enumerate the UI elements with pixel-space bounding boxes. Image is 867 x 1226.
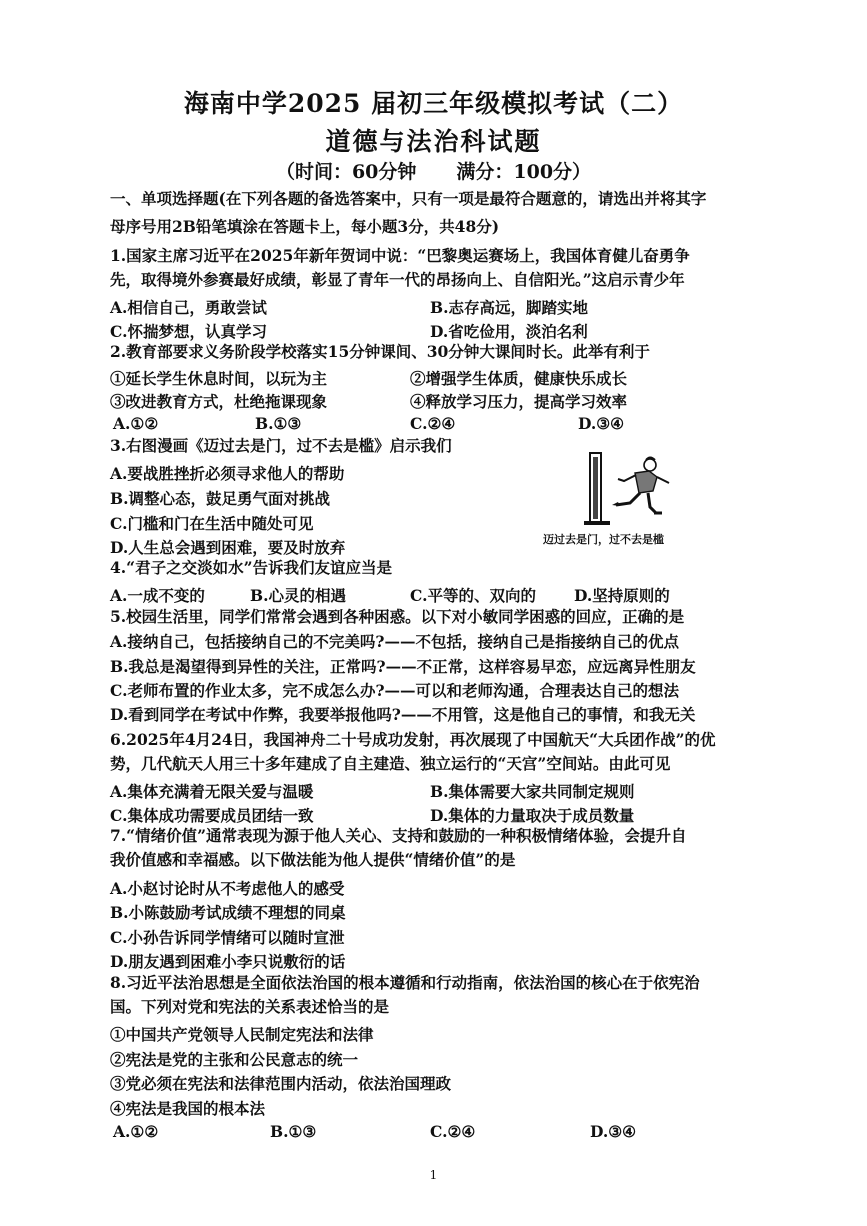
q7-option-c: C.小孙告诉同学情绪可以随时宣泄 — [110, 928, 345, 947]
q5-option-a: A.接纳自己，包括接纳自己的不完美吗?——不包括，接纳自己是指接纳自己的优点 — [110, 632, 680, 651]
q6-option-b: B.集体需要大家共同制定规则 — [430, 782, 635, 801]
q2-stem: 2.教育部要求义务阶段学校落实15分钟课间、30分钟大课间时长。此举有利于 — [110, 342, 650, 361]
q4-option-d: D.坚持原则的 — [574, 586, 670, 605]
q5-option-c: C.老师布置的作业太多，完不成怎么办?——可以和老师沟通，合理表达自己的想法 — [110, 681, 680, 700]
q8-statement-1: ①中国共产党领导人民制定宪法和法律 — [110, 1025, 374, 1044]
q8-stem-line1: 8.习近平法治思想是全面依法治国的根本遵循和行动指南，依法治国的核心在于依宪治 — [110, 973, 700, 992]
q4-option-a: A.一成不变的 — [110, 586, 205, 605]
q6-option-c: C.集体成功需要成员团结一致 — [110, 806, 314, 825]
q8-statement-2: ②宪法是党的主张和公民意志的统一 — [110, 1050, 359, 1069]
q3-option-c: C.门槛和门在生活中随处可见 — [110, 514, 314, 533]
q2-option-d: D.③④ — [578, 414, 625, 433]
q7-option-b: B.小陈鼓励考试成绩不理想的同桌 — [110, 903, 346, 922]
q8-option-c: C.②④ — [430, 1122, 476, 1141]
q6-stem-line2: 势，几代航天人用三十多年建成了自主建造、独立运行的“天宫”空间站。由此可见 — [110, 754, 671, 773]
q3-option-a: A.要战胜挫折必须寻求他人的帮助 — [110, 464, 345, 483]
q2-statement-4: ④释放学习压力，提高学习效率 — [410, 392, 628, 411]
q1-option-d: D.省吃俭用，淡泊名利 — [430, 322, 588, 341]
page-number: 1 — [429, 1168, 438, 1182]
q5-option-b: B.我总是渴望得到异性的关注，正常吗?——不正常，这样容易早恋，应远离异性朋友 — [110, 657, 696, 676]
q1-stem-line1: 1.国家主席习近平在2025年新年贺词中说：“巴黎奥运赛场上，我国体育健儿奋勇争 — [110, 246, 690, 265]
cartoon-caption: 迈过去是门，过不去是槛 — [543, 533, 664, 546]
q7-stem-line2: 我价值感和幸福感。以下做法能为他人提供“情绪价值”的是 — [110, 850, 516, 869]
exam-score: 满分：100分） — [456, 161, 592, 183]
q1-option-b: B.志存高远，脚踏实地 — [430, 298, 588, 317]
q2-statement-1: ①延长学生休息时间，以玩为主 — [110, 369, 328, 388]
q1-stem-line2: 先，取得境外参赛最好成绩，彰显了青年一代的昂扬向上、自信阳光。”这启示青少年 — [110, 270, 685, 289]
q1-option-c: C.怀揣梦想，认真学习 — [110, 322, 267, 341]
q6-option-a: A.集体充满着无限关爱与温暖 — [110, 782, 314, 801]
q2-statement-3: ③改进教育方式，杜绝拖课现象 — [110, 392, 328, 411]
section-instructions-line1: 一、单项选择题(在下列各题的备选答案中，只有一项是最符合题意的，请选出并将其字 — [110, 189, 707, 208]
q7-option-a: A.小赵讨论时从不考虑他人的感受 — [110, 879, 345, 898]
q4-option-b: B.心灵的相遇 — [250, 586, 346, 605]
q8-option-d: D.③④ — [590, 1122, 637, 1141]
subject-title: 道德与法治科试题 — [325, 127, 542, 156]
exam-time-score — [0, 157, 867, 184]
q4-stem: 4.“君子之交淡如水”告诉我们友谊应当是 — [110, 558, 393, 577]
q7-option-d: D.朋友遇到困难小李只说敷衍的话 — [110, 952, 346, 971]
q8-statement-4: ④宪法是我国的根本法 — [110, 1099, 266, 1118]
q2-option-a: A.①② — [113, 414, 159, 433]
exam-time: （时间：60分钟 — [275, 161, 417, 183]
section-instructions-line2: 母序号用2B铅笔填涂在答题卡上，每小题3分，共48分) — [110, 217, 500, 236]
q6-option-d: D.集体的力量取决于成员数量 — [430, 806, 635, 825]
q8-statement-3: ③党必须在宪法和法律范围内活动，依法治国理政 — [110, 1074, 452, 1093]
q1-option-a: A.相信自己，勇敢尝试 — [110, 298, 267, 317]
q5-option-d: D.看到同学在考试中作弊，我要举报他吗?——不用管，这是他自己的事情，和我无关 — [110, 705, 696, 724]
q3-option-d: D.人生总会遇到困难，要及时放弃 — [110, 538, 346, 557]
exam-title: 海南中学2025 届初三年级模拟考试（二） — [183, 89, 684, 118]
q5-stem: 5.校园生活里，同学们常常会遇到各种困惑。以下对小敏同学困惑的回应，正确的是 — [110, 607, 685, 626]
q2-option-c: C.②④ — [410, 414, 456, 433]
q2-statement-2: ②增强学生体质，健康快乐成长 — [410, 369, 628, 388]
q7-stem-line1: 7.“情绪价值”通常表现为源于他人关心、支持和鼓励的一种积极情绪体验，会提升自 — [110, 826, 687, 845]
q8-option-b: B.①③ — [270, 1122, 317, 1141]
q6-stem-line1: 6.2025年4月24日，我国神舟二十号成功发射，再次展现了中国航天“大兵团作战”的优 — [110, 730, 716, 749]
q3-option-b: B.调整心态，鼓足勇气面对挑战 — [110, 489, 330, 508]
q4-option-c: C.平等的、双向的 — [410, 586, 536, 605]
q3-stem: 3.右图漫画《迈过去是门，过不去是槛》启示我们 — [110, 436, 452, 455]
q8-stem-line2: 国。下列对党和宪法的关系表述恰当的是 — [110, 997, 390, 1016]
q8-option-a: A.①② — [113, 1122, 159, 1141]
q2-option-b: B.①③ — [255, 414, 302, 433]
